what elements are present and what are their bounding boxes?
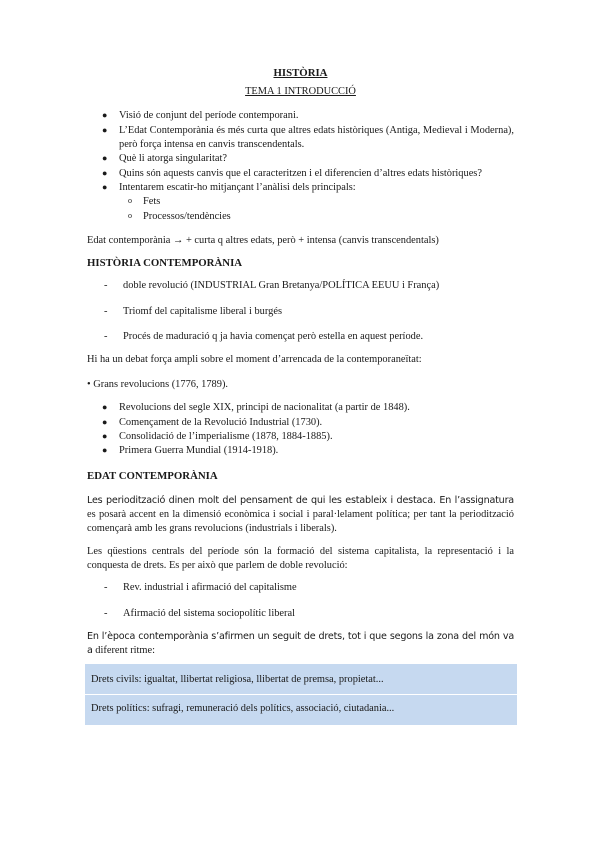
summary-line: Edat contemporània → + curta q altres edats, però + intensa (canvis transcendentals) — [87, 235, 439, 247]
heading-historia-contemporania: HISTÒRIA CONTEMPORÀNIA — [87, 257, 243, 270]
list-item: ● Consolidació de l’imperialisme (1878, 1884-1885). — [102, 430, 333, 442]
box-divider — [85, 694, 517, 695]
bullet-icon: ● — [102, 445, 108, 456]
dash-icon: - — [104, 280, 108, 292]
political-rights-row: Drets polítics: sufragi, remuneració dels polítics, associació, ciutadania... — [91, 703, 395, 715]
list-item: ● Intentarem escatir-ho mitjançant l’anàlisi dels principals: — [102, 182, 356, 194]
list-item: ● Què li atorga singularitat? — [102, 153, 228, 165]
dash-list-2 — [87, 581, 514, 621]
list-item: - Rev. industrial i afirmació del capitalisme — [87, 581, 514, 595]
rights-box — [85, 664, 517, 726]
page-title: HISTÒRIA — [273, 67, 328, 79]
bullet-icon: ● — [102, 416, 108, 427]
periodization-paragraph: Les periodització dinen molt del pensament de qui les estableix i destaca. En l’assignatura es posarà accent en la dimensió econòmica i social i paral·lelament política; per tant la periodització començarà amb les grans revolucions (industrials i liberals). — [87, 494, 514, 535]
bullet-icon: ● — [102, 402, 108, 413]
list-item: - Triomf del capitalisme liberal i burgés — [87, 305, 514, 319]
central-questions-paragraph: Les qüestions centrals del període són la formació del sistema capitalista, la representació i la conquesta de drets. Es per això que parlem de doble revolució: — [87, 545, 514, 571]
circle-bullet-icon: o — [128, 210, 132, 220]
bullet-icon: ● — [102, 124, 108, 135]
list-item: ● Primera Guerra Mundial (1914-1918). — [102, 445, 279, 457]
circle-bullet-icon: o — [128, 196, 132, 206]
list-item: o Processos/tendències — [128, 210, 231, 222]
intro-bullet-list — [87, 109, 514, 195]
bullet-icon: ● — [102, 153, 108, 164]
dash-list-1 — [87, 279, 514, 344]
list-item: ● L’Edat Contemporània és més curta que altres edats històriques (Antiga, Medieval i Moderna), però força intensa en canvis transcendentals. — [102, 124, 514, 150]
list-item: - doble revolució (INDUSTRIAL Gran Bretanya/POLÍTICA EEUU i França) — [87, 279, 514, 293]
bullet-icon: ● — [102, 182, 108, 193]
bullet-icon: ● — [102, 430, 108, 441]
dash-icon: - — [104, 305, 108, 317]
bullet-icon: ● — [102, 167, 108, 178]
grans-revolucions-line: • Grans revolucions (1776, 1789). — [87, 378, 228, 390]
civil-rights-row: Drets civils: igualtat, llibertat religiosa, llibertat de premsa, propietat... — [91, 673, 384, 685]
sub-bullet-list — [119, 195, 514, 224]
list-item: - Procés de maduració q ja havia començat però estella en aquest període. — [87, 330, 514, 344]
list-item: ● Revolucions del segle XIX, principi de nacionalitat (a partir de 1848). — [102, 402, 410, 414]
list-item: - Afirmació del sistema sociopolític liberal — [87, 607, 514, 621]
dash-icon: - — [104, 582, 108, 594]
debate-paragraph: Hi ha un debat força ampli sobre el moment d’arrencada de la contemporaneïtat: — [87, 354, 422, 366]
periodization-bullet-list — [87, 401, 514, 458]
bullet-icon: ● — [102, 110, 108, 121]
page-subtitle: TEMA 1 INTRODUCCIÓ — [245, 85, 356, 97]
heading-edat-contemporania: EDAT CONTEMPORÀNIA — [87, 469, 218, 482]
list-item: o Fets — [128, 196, 161, 208]
dash-icon: - — [104, 607, 108, 619]
list-item: ● Quins són aquests canvis que el caracteritzen i el diferencien d’altres edats històriques? — [102, 167, 482, 179]
rights-paragraph: En l’època contemporània s’afirmen un seguit de drets, tot i que segons la zona del món va a diferent ritme: — [87, 631, 514, 657]
list-item: ● Començament de la Revolució Industrial (1730). — [102, 416, 323, 428]
dash-icon: - — [104, 331, 108, 343]
list-item: ● Visió de conjunt del període contemporani. — [102, 110, 299, 122]
document-page — [87, 66, 514, 725]
